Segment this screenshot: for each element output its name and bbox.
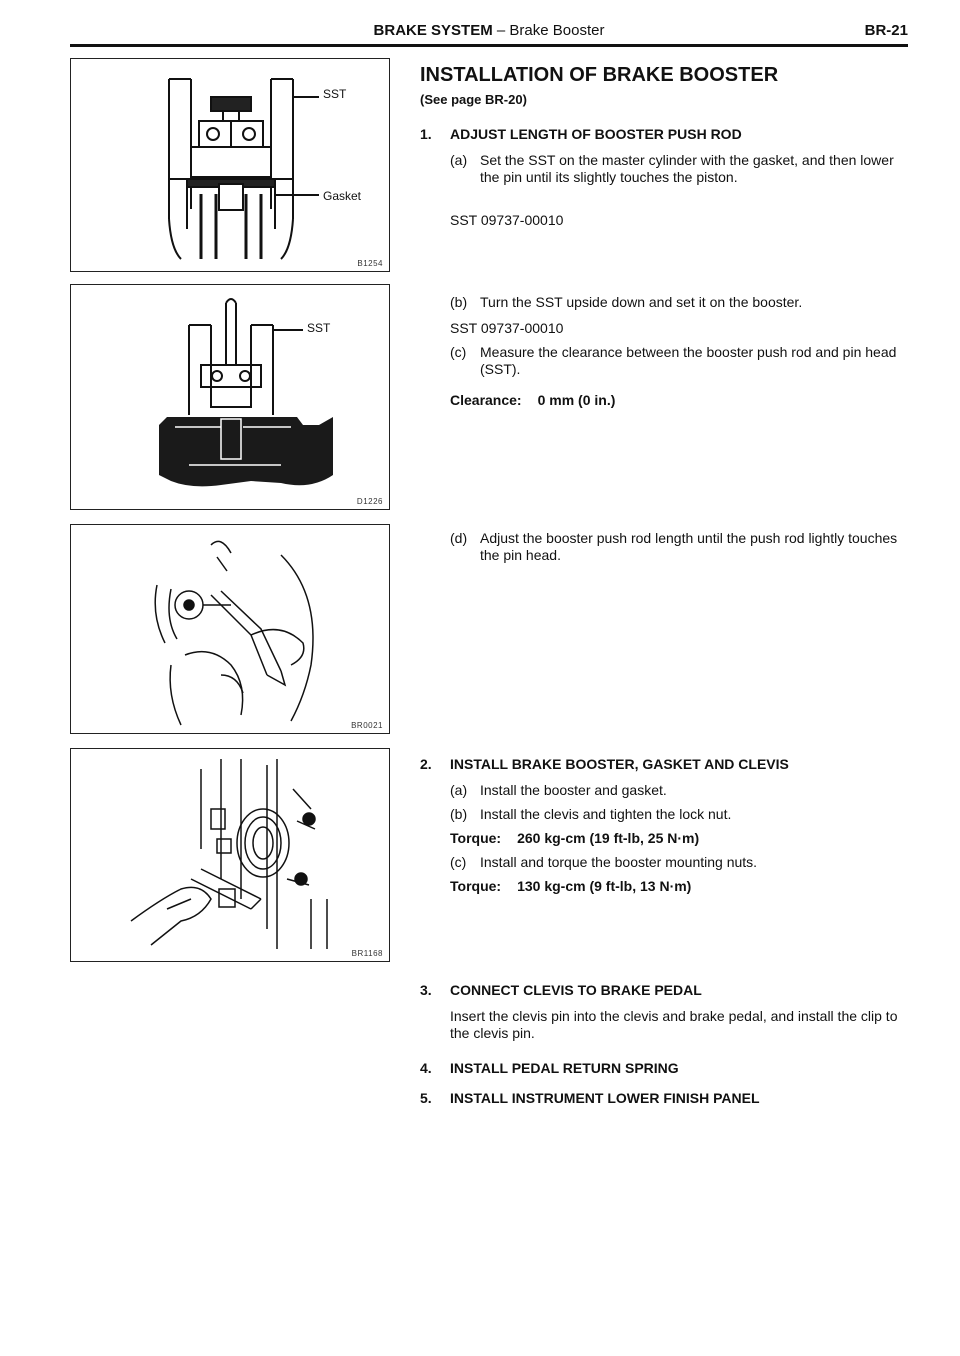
step-1b-sst: SST 09737-00010: [450, 320, 564, 336]
figure-code: D1226: [356, 497, 383, 506]
figure-code: B1254: [357, 259, 383, 268]
sub-tag: (c): [450, 344, 467, 360]
sub-text: Install and torque the booster mounting nuts.: [480, 854, 758, 870]
step-2b: [450, 806, 910, 823]
step-heading: INSTALL PEDAL RETURN SPRING: [450, 1060, 679, 1076]
step-heading: INSTALL BRAKE BOOSTER, GASKET AND CLEVIS: [450, 756, 789, 772]
header-title: [70, 22, 908, 39]
label-sst: SST: [307, 321, 331, 335]
spec-label: Torque:: [450, 830, 502, 846]
page-header: [70, 16, 908, 44]
step-2-heading: [420, 756, 789, 772]
step-number: 5.: [420, 1090, 432, 1106]
sub-tag: (c): [450, 854, 467, 870]
figure-sst-on-booster: [70, 284, 390, 510]
spec-label: Torque:: [450, 878, 502, 894]
sub-text: Install the clevis and tighten the lock nut.: [480, 806, 732, 822]
sub-tag: (a): [450, 152, 468, 168]
figure-code: BR0021: [351, 721, 383, 730]
step-3-heading: [420, 982, 702, 998]
step-2a: [450, 782, 910, 799]
section-subtitle: (See page BR-20): [420, 92, 527, 107]
step-5-heading: [420, 1090, 760, 1106]
sub-tag: (a): [450, 782, 468, 798]
step-number: 4.: [420, 1060, 432, 1076]
install-booster-illustration: [71, 749, 389, 961]
step-1d: [450, 530, 910, 564]
step-number: 3.: [420, 982, 432, 998]
step-number: 1.: [420, 126, 432, 142]
sub-tag: (b): [450, 806, 468, 822]
header-subsection: Brake Booster: [509, 22, 605, 39]
label-sst: SST: [323, 87, 347, 101]
step-2c-torque: [450, 878, 691, 894]
page-number: BR-21: [864, 22, 908, 39]
header-separator: –: [492, 22, 510, 39]
step-heading: ADJUST LENGTH OF BOOSTER PUSH ROD: [450, 126, 742, 142]
label-gasket: Gasket: [323, 189, 362, 203]
spec-value: 260 kg-cm (19 ft-lb, 25 N·m): [517, 830, 700, 846]
sub-text: Turn the SST upside down and set it on the booster.: [480, 294, 803, 310]
step-2b-torque: [450, 830, 699, 846]
spec-value: 0 mm (0 in.): [537, 392, 616, 408]
step-1c-clearance: [450, 392, 615, 408]
figure-adjust-push-rod: [70, 524, 390, 734]
step-1b: [450, 294, 910, 311]
step-1a-sst: SST 09737-00010: [450, 212, 564, 228]
sub-text: Measure the clearance between the booster push rod and pin head (SST).: [480, 344, 897, 377]
figure-code: BR1168: [351, 949, 383, 958]
sub-tag: (d): [450, 530, 468, 546]
step-heading: INSTALL INSTRUMENT LOWER FINISH PANEL: [450, 1090, 760, 1106]
step-1a: [450, 152, 910, 186]
step-2c: [450, 854, 910, 871]
sst-on-booster-illustration: [71, 285, 389, 509]
sub-tag: (b): [450, 294, 468, 310]
adjust-push-rod-illustration: [71, 525, 389, 733]
section-title: INSTALLATION OF BRAKE BOOSTER: [420, 64, 779, 86]
step-1c: [450, 344, 910, 378]
sub-text: Install the booster and gasket.: [480, 782, 667, 798]
step-heading: CONNECT CLEVIS TO BRAKE PEDAL: [450, 982, 702, 998]
step-1-heading: [420, 126, 742, 142]
step-4-heading: [420, 1060, 679, 1076]
sub-text: Set the SST on the master cylinder with the gasket, and then lower the pin until its slightly touches the piston.: [480, 152, 894, 185]
step-number: 2.: [420, 756, 432, 772]
header-section: BRAKE SYSTEM: [373, 22, 493, 39]
step-3-text: Insert the clevis pin into the clevis and brake pedal, and install the clip to the clevis pin.: [450, 1008, 898, 1041]
spec-value: 130 kg-cm (9 ft-lb, 13 N·m): [517, 878, 692, 894]
sub-text: Adjust the booster push rod length until the push rod lightly touches the pin head.: [480, 530, 898, 563]
figure-sst-master-cylinder: [70, 58, 390, 272]
header-rule: [70, 44, 908, 47]
spec-label: Clearance:: [450, 392, 522, 408]
figure-install-booster: [70, 748, 390, 962]
